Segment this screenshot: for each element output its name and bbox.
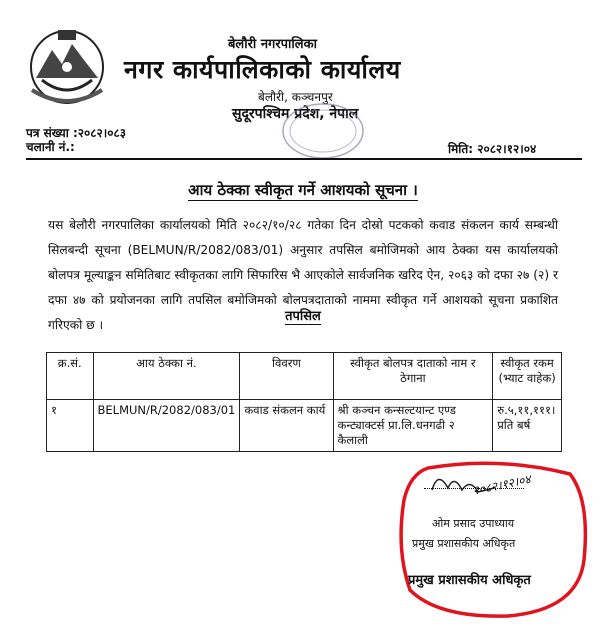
cell-description: कवाड संकलन कार्य — [240, 400, 333, 452]
cell-contract-no: BELMUN/R/2082/083/01 — [93, 400, 240, 452]
signatory-title-stamp: प्रमुख प्रशासकीय अधिकृत — [408, 573, 531, 588]
cell-bidder: श्री कञ्चन कन्सल्टयान्ट एण्ड कन्ट्याक्टर्स प्रा.लि.धनगढी २ कैलाली — [333, 400, 493, 452]
col-header-description: विवरण — [240, 353, 333, 400]
table-row — [47, 400, 562, 452]
header-divider — [26, 158, 582, 160]
col-header-contract-no: आय ठेक्का नं. — [93, 353, 240, 400]
table-header-row — [47, 353, 562, 400]
signature-line — [424, 488, 524, 489]
address-line-1: बेलौरी, कञ्चनपुर — [258, 90, 333, 104]
signatory-name: ओम प्रसाद उपाध्याय — [432, 517, 515, 530]
notice-title — [0, 180, 606, 200]
notice-title-text: आय ठेक्का स्वीकृत गर्ने आशयको सूचना । — [188, 181, 418, 199]
signatory-title: प्रमुख प्रशासकीय अधिकृत — [412, 537, 516, 550]
notice-body: यस बेलौरी नगरपालिका कार्यालयको मिति २०८२/१०/२८ गतेका दिन दोस्रो पटकको कवाड संकलन कार्य सम्बन्धी सिलबन्दी सूचना (BELMUN/R/2082/083/01) अनुसार तपसिल बमोजिमको आय ठेक्का यस कार्यालयको बोलपत्र मूल्याङ्कन समितिबाट स्वीकृतका लागि सिफारिस भै आएकोले सार्वजनिक खरिद ऐन, २०६३ को दफा २७ (२) र दफा ४७ को प्रयोजनका लागि तपसिल बमोजिमको बोलपत्रदाताको नाममा स्वीकृत गर्ने आशयको सूचना प्रकाशित गरिएको छ । — [48, 218, 558, 332]
nepal-emblem-icon — [22, 20, 112, 110]
schedule-heading-text: तपसिल — [285, 309, 321, 324]
col-header-sn: क्र.सं. — [47, 353, 94, 400]
office-seal-stamp — [278, 100, 368, 162]
office-title: नगर कार्यपालिकाको कार्यालय — [124, 55, 401, 84]
col-header-bidder: स्वीकृत बोलपत्र दाताको नाम र ठेगाना — [333, 353, 493, 400]
letter-date: मिति: २०८२।१२।०४ — [448, 142, 537, 156]
award-table — [46, 352, 562, 452]
handwritten-date: २०८२।१२।०४ — [471, 472, 532, 498]
cell-sn: १ — [47, 400, 94, 452]
address-line-2: सुदूरपश्चिम प्रदेश, नेपाल — [232, 106, 359, 122]
dispatch-number: चलानी नं.: — [26, 140, 75, 154]
reference-number: पत्र संख्या :२०८२।०८३ — [26, 126, 127, 140]
municipality-name: बेलौरी नगरपालिका — [228, 37, 317, 52]
cell-amount: रु.५,११,१११। प्रति बर्ष — [493, 400, 562, 452]
schedule-heading — [0, 306, 606, 324]
col-header-amount: स्वीकृत रकम (भ्याट वाहेक) — [493, 353, 562, 400]
